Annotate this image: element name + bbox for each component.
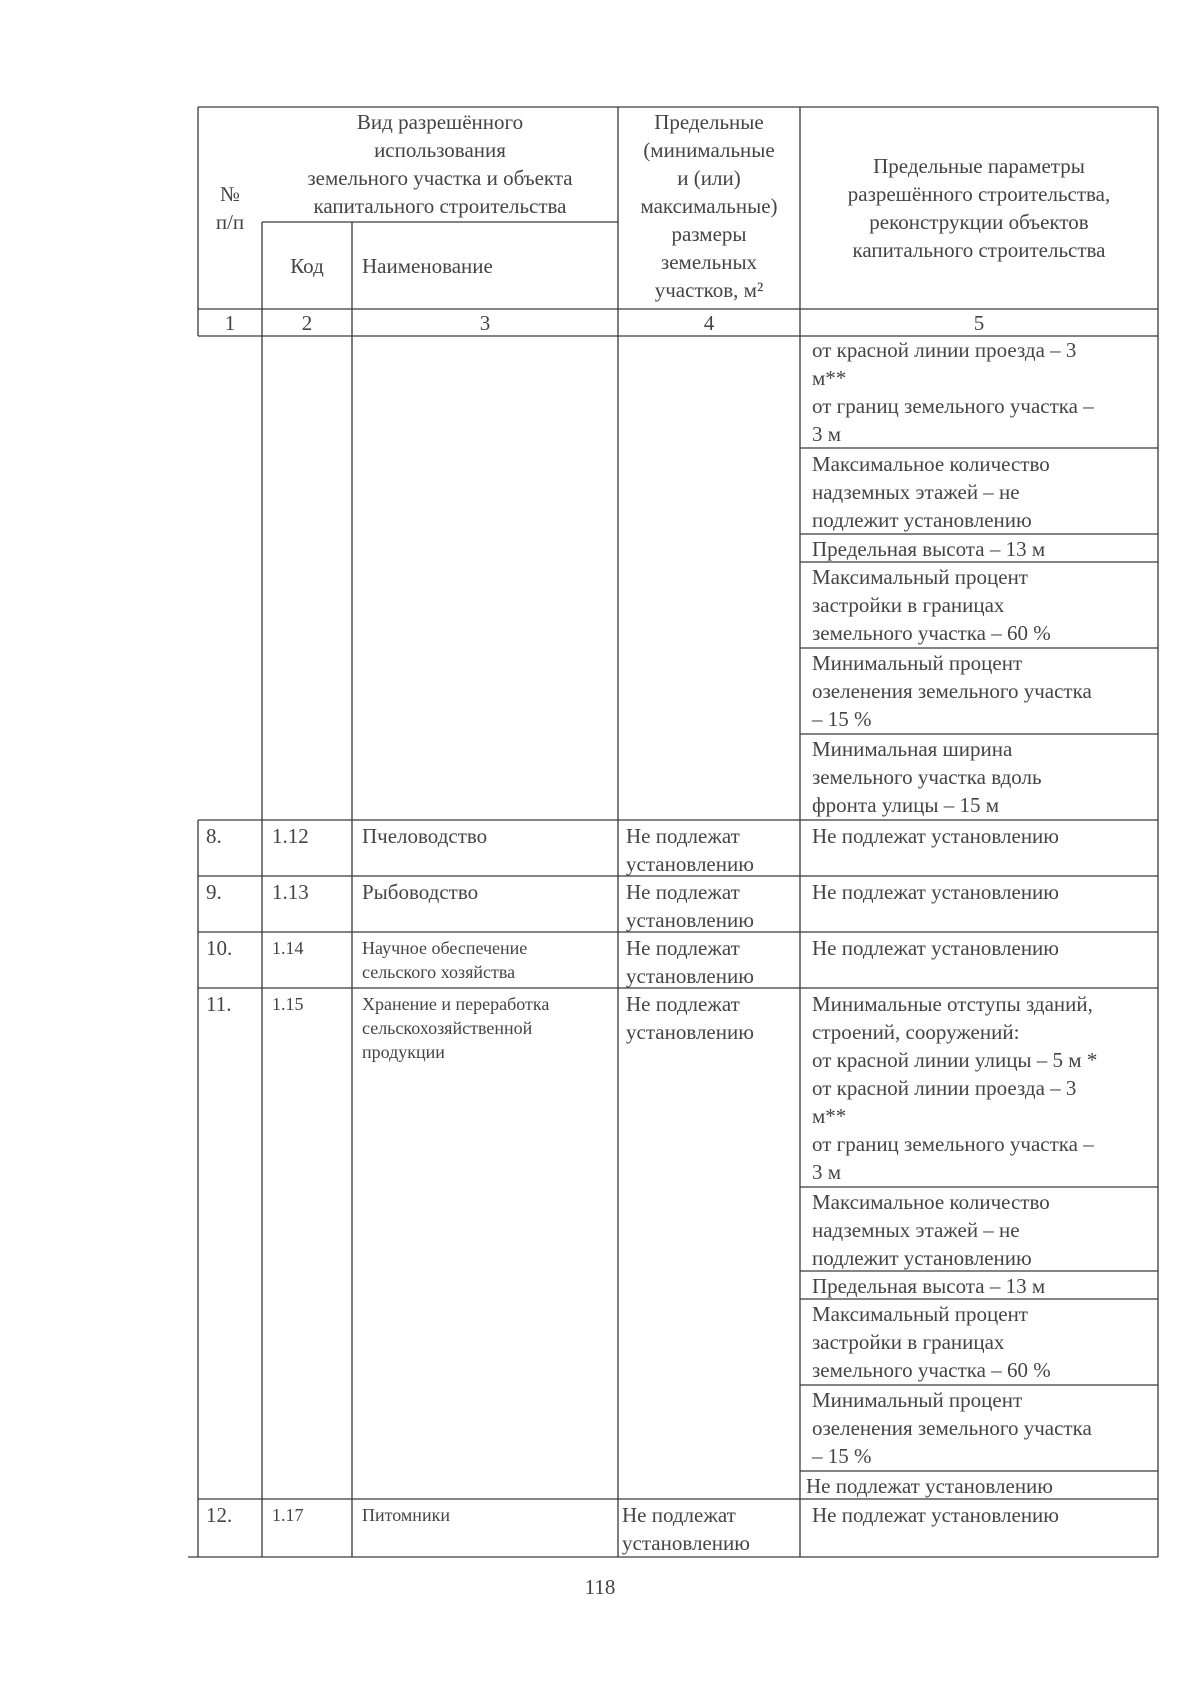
row9-params: Не подлежат установлению — [812, 880, 1059, 904]
row8-sizes: Не подлежат установлению — [626, 824, 754, 876]
row11-ozelenenie: Минимальный процент озеленения земельного участка – 15 % — [812, 1388, 1092, 1468]
row8-name: Пчеловодство — [362, 824, 488, 848]
row11-num: 11. — [206, 992, 232, 1016]
row10-name: Научное обеспечение сельского хозяйства — [362, 938, 528, 982]
col-number-5: 5 — [973, 311, 985, 335]
header-num: № п/п — [215, 182, 245, 234]
row9-name: Рыбоводство — [362, 880, 479, 904]
row9-sizes: Не подлежат установлению — [626, 880, 754, 932]
row11-name: Хранение и переработка сельскохозяйственной продукции — [362, 994, 550, 1062]
row11-sizes: Не подлежат установлению — [626, 992, 754, 1044]
col-number-3: 3 — [479, 311, 491, 335]
row10-sizes: Не подлежат установлению — [626, 936, 754, 988]
cont-otstupy: от красной линии проезда – 3 м** от границ земельного участка – 3 м — [812, 338, 1094, 446]
row11-otstupy: Минимальные отступы зданий, строений, сооружений: от красной линии улицы – 5 м * от красной линии проезда – 3 м** от границ земельного участка – 3 м — [812, 992, 1098, 1184]
row9-num: 9. — [206, 880, 222, 904]
row8-code: 1.12 — [272, 824, 309, 848]
row12-code: 1.17 — [272, 1505, 304, 1525]
row10-num: 10. — [206, 936, 233, 960]
row12-num: 12. — [206, 1503, 233, 1527]
row12-sizes: Не подлежат установлению — [622, 1503, 750, 1555]
row12-name: Питомники — [362, 1505, 450, 1525]
row8-num: 8. — [206, 824, 222, 848]
col-number-2: 2 — [301, 311, 313, 335]
row10-params: Не подлежат установлению — [812, 936, 1059, 960]
row11-code: 1.15 — [272, 994, 304, 1014]
header-vid-group: Вид разрешённого использования земельного участка и объекта капитального строительства — [307, 110, 573, 218]
row12-params: Не подлежат установлению — [812, 1503, 1059, 1527]
cont-vysota: Предельная высота – 13 м — [812, 537, 1046, 561]
row10-code: 1.14 — [272, 938, 304, 958]
row8-params: Не подлежат установлению — [812, 824, 1059, 848]
cont-shirina: Минимальная ширина земельного участка вдоль фронта улицы – 15 м — [812, 737, 1042, 817]
header-razmery: Предельные (минимальные и (или) максимальные) размеры земельных участков, м² — [640, 110, 778, 302]
header-kod: Код — [290, 254, 324, 278]
cont-etazhi: Максимальное количество надземных этажей – не подлежит установлению — [812, 452, 1050, 532]
row11-zastroyka: Максимальный процент застройки в границах земельного участка – 60 % — [812, 1302, 1051, 1382]
header-params: Предельные параметры разрешённого строительства, реконструкции объектов капитального строительства — [847, 154, 1111, 262]
col-number-4: 4 — [703, 311, 715, 335]
cont-ozelenenie: Минимальный процент озеленения земельного участка – 15 % — [812, 651, 1092, 731]
row11-vysota: Предельная высота – 13 м — [812, 1274, 1046, 1298]
row9-code: 1.13 — [272, 880, 309, 904]
row11-last: Не подлежат установлению — [806, 1474, 1053, 1498]
col-number-1: 1 — [224, 311, 236, 335]
cont-zastroyka: Максимальный процент застройки в границах земельного участка – 60 % — [812, 565, 1051, 645]
header-naim: Наименование — [362, 254, 493, 278]
row11-etazhi: Максимальное количество надземных этажей – не подлежит установлению — [812, 1190, 1050, 1270]
page-number: 118 — [584, 1575, 616, 1599]
